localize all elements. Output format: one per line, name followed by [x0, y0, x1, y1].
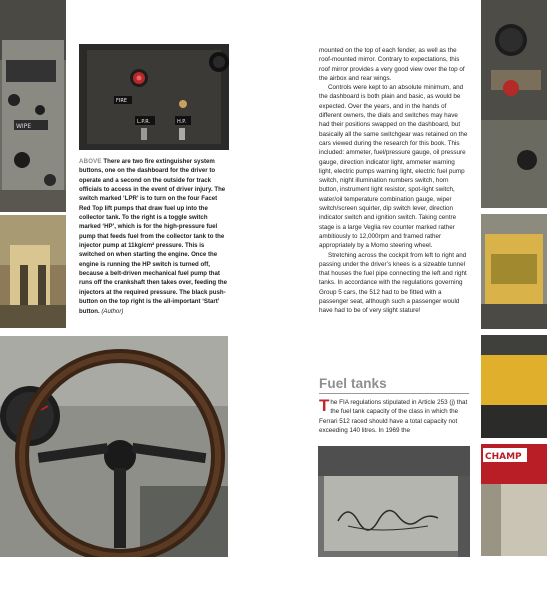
- section-heading: Fuel tanks: [319, 376, 387, 391]
- lpr-label: L.P.R.: [137, 119, 151, 125]
- pedal-box-photo: [0, 215, 66, 328]
- body-paragraph-3: Stretching across the cockpit from left to right and passing under the driver’s knees is a sizeable tunnel that houses the fuel pipe connecting the left and right tanks. In accordance with the regulations governing Group 5 cars, the 512 had to be fitted with a passenger seat, although such a passenger would have had to be of very slight stature!: [319, 251, 467, 315]
- right-livery-photo: [481, 444, 547, 556]
- caption-text: There are two fire extinguisher system buttons, one on the dashboard for the driver to operate and a second on the outside for track officials to access in the event of driver injury. The switch marked ‘LPR’ is to turn on the four Facet Red Top lift pumps that draw fuel up into the collector tank. To the right is a toggle switch marked ‘HP’, which is for the high-pressure fuel pump that feeds fuel from the collector tank to the injector pump at 11kg/cm² pressure. This is switched on when starting the engine. Once the engine is running the HP switch is turned off, because a belt-driven mechanical fuel pump that runs off the crankshaft then takes over, feeding the injectors at the required pressure. The black push-button on the top right is the all-important ‘Start’ button.: [79, 158, 227, 315]
- section-text: he FIA regulations stipulated in Article 253 (j) that the fuel tank capacity of the class in which the Ferrari 512 raced should have a total capacity not exceeding 140 litres. In 1969 the: [319, 399, 468, 434]
- fire-label: FIRE: [116, 98, 127, 104]
- section-divider: [319, 393, 469, 394]
- caption-heading: ABOVE: [79, 158, 102, 165]
- body-paragraph-1: mounted on the top of each fender, as well as the roof-mounted mirror. Contrary to expectations, this roof mirror provides a very good view over the top of the airbox and rear wings.: [319, 47, 465, 82]
- fuel-tank-signature-photo: [318, 446, 470, 557]
- section-text-column: [319, 398, 469, 435]
- drop-cap: T: [319, 396, 330, 415]
- wipe-label: WIPE: [16, 123, 32, 130]
- section-paragraph: [319, 398, 469, 435]
- dashboard-switch-panel-photo: [0, 0, 66, 212]
- caption-credit: (Author): [101, 307, 124, 315]
- right-gauge-photo: [481, 0, 547, 208]
- right-engine-photo: [481, 214, 547, 329]
- dashboard-detail-photo: [79, 44, 229, 150]
- hp-label: H.P.: [177, 119, 187, 125]
- steering-wheel-photo: [0, 336, 228, 557]
- body-paragraph-2: Controls were kept to an absolute minimum, and the dashboard is both plain and basic, as would be expected. Over the years, and in the hands of different owners, the dials and switches may have had their positions swapped on the dashboard, but basically all the same switchgear was retained on the cars viewed during the research for this book. This included: ammeter, fuel/pressure gauge, oil pressure gauge, direction indicator light, ammeter warning light, electric pumps warning light, electric fuel pump switch, night illumination numbers switch, horn button, instrument light resistor, spot-light switch, water/oil temperature combination gauge, wiper switch/screen squirter, dip switch lever, direction indicator switch and ignition switch. Taking centre stage is a large Veglia rev counter marked rather ambitiously to 12,000rpm and framed rather appropriately by a Momo steering wheel.: [319, 84, 468, 250]
- right-bodywork-photo: [481, 335, 547, 438]
- champ-label: CHAMP: [485, 452, 522, 462]
- photo-caption: [79, 157, 229, 316]
- body-text-column: [319, 46, 469, 316]
